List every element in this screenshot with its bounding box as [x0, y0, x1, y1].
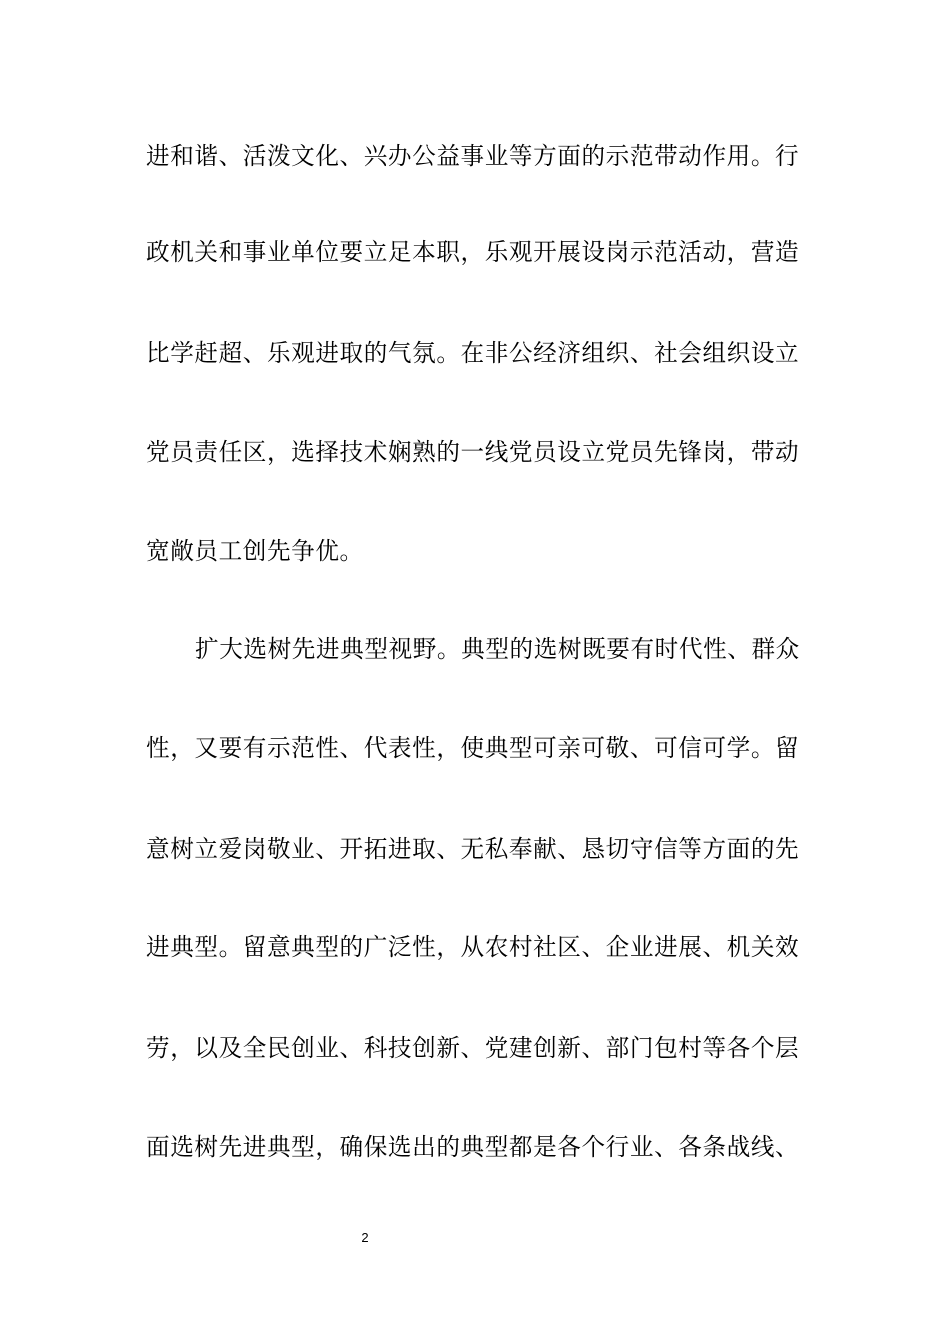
text-line-1: 进和谐、活泼文化、兴办公益事业等方面的示范带动作用。行: [146, 142, 800, 170]
text-line-11: 面选树先进典型，确保选出的典型都是各个行业、各条战线、: [146, 1133, 800, 1161]
text-line-3: 比学赶超、乐观进取的气氛。在非公经济组织、社会组织设立: [146, 339, 800, 367]
text-line-5: 宽敞员工创先争优。: [146, 537, 364, 565]
text-line-8: 意树立爱岗敬业、开拓进取、无私奉献、恳切守信等方面的先: [146, 835, 800, 863]
page-number: 2: [361, 1230, 369, 1245]
text-line-6-paragraph-start: 扩大选树先进典型视野。典型的选树既要有时代性、群众: [195, 635, 800, 663]
text-line-2: 政机关和事业单位要立足本职，乐观开展设岗示范活动，营造: [146, 238, 800, 266]
text-line-7: 性，又要有示范性、代表性，使典型可亲可敬、可信可学。留: [146, 734, 800, 762]
text-line-4: 党员责任区，选择技术娴熟的一线党员设立党员先锋岗，带动: [146, 438, 800, 466]
text-line-9: 进典型。留意典型的广泛性，从农村社区、企业进展、机关效: [146, 933, 800, 961]
text-line-10: 劳，以及全民创业、科技创新、党建创新、部门包村等各个层: [146, 1034, 800, 1062]
